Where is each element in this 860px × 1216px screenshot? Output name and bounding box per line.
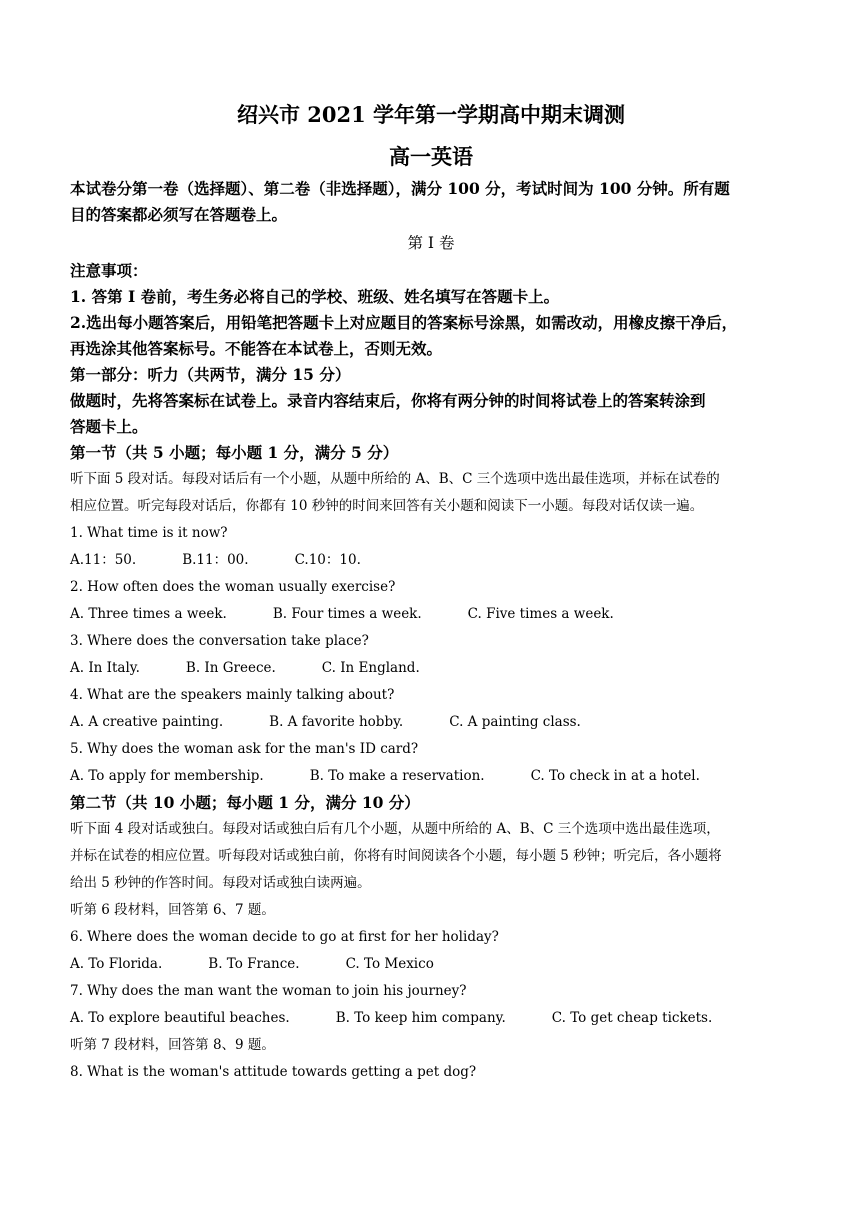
- option-b: B.11：00.: [182, 552, 249, 568]
- option-a: A. In Italy.: [70, 660, 140, 676]
- section2-instruction-line-1: 听下面 4 段对话或独白。每段对话或独白后有几个小题，从题中所给的 A、B、C 三个选项中选出最佳选项，: [70, 821, 720, 837]
- question-6: 6. Where does the woman decide to go at first for her holiday?: [70, 929, 499, 945]
- exam-title: 绍兴市 2021 学年第一学期高中期末调测: [236, 102, 626, 127]
- option-c: C. To get cheap tickets.: [551, 1010, 713, 1026]
- option-c: C. In England.: [321, 660, 420, 676]
- question-1-options: [70, 547, 792, 574]
- question-2: 2. How often does the woman usually exercise?: [70, 579, 396, 595]
- option-b: B. To make a reservation.: [309, 768, 485, 784]
- option-b: B. A favorite hobby.: [269, 714, 404, 730]
- notes-heading: 注意事项：: [70, 261, 148, 280]
- section1-instruction-line-2: 相应位置。听完每段对话后，你都有 10 秒钟的时间来回答有关小题和阅读下一小题。每段对话仅读一遍。: [70, 498, 704, 514]
- option-a: A. To apply for membership.: [70, 768, 264, 784]
- option-a: A. A creative painting.: [70, 714, 224, 730]
- question-3-options: [70, 655, 792, 682]
- option-a: A.11：50.: [70, 552, 137, 568]
- material-7-note: 听第 7 段材料，回答第 8、9 题。: [70, 1037, 275, 1053]
- option-b: B. To France.: [208, 956, 300, 972]
- question-4: 4. What are the speakers mainly talking about?: [70, 687, 395, 703]
- question-5-options: [70, 763, 792, 790]
- part1-heading: 第一部分：听力（共两节，满分 15 分）: [70, 365, 351, 384]
- question-6-options: [70, 951, 792, 978]
- intro-line-1: 本试卷分第一卷（选择题）、第二卷（非选择题），满分 100 分，考试时间为 100 分钟。所有题: [70, 179, 730, 198]
- question-5: 5. Why does the woman ask for the man's ID card?: [70, 741, 419, 757]
- question-7: 7. Why does the man want the woman to join his journey?: [70, 983, 467, 999]
- option-c: C. To check in at a hotel.: [530, 768, 700, 784]
- option-b: B. To keep him company.: [335, 1010, 506, 1026]
- question-2-options: [70, 601, 792, 628]
- option-c: C. To Mexico: [345, 956, 434, 972]
- exam-subtitle: 高一英语: [389, 144, 473, 169]
- part1-instruction-line-2: 答题卡上。: [70, 417, 148, 436]
- section2-heading: 第二节（共 10 小题；每小题 1 分，满分 10 分）: [70, 793, 420, 812]
- exam-page: [70, 100, 792, 1086]
- question-8: 8. What is the woman's attitude towards getting a pet dog?: [70, 1064, 477, 1080]
- notes-item-2-line-1: 2.选出每小题答案后，用铅笔把答题卡上对应题目的答案标号涂黑，如需改动，用橡皮擦干净后，: [70, 313, 738, 332]
- part1-instruction-line-1: 做题时，先将答案标在试卷上。录音内容结束后，你将有两分钟的时间将试卷上的答案转涂到: [70, 391, 706, 410]
- question-4-options: [70, 709, 792, 736]
- option-b: B. Four times a week.: [272, 606, 422, 622]
- material-6-note: 听第 6 段材料，回答第 6、7 题。: [70, 902, 275, 918]
- option-a: A. Three times a week.: [70, 606, 227, 622]
- question-3: 3. Where does the conversation take place?: [70, 633, 369, 649]
- option-a: A. To Florida.: [70, 956, 163, 972]
- intro-line-2: 目的答案都必须写在答题卷上。: [70, 205, 288, 224]
- option-a: A. To explore beautiful beaches.: [70, 1010, 290, 1026]
- notes-item-1: 1. 答第 Ⅰ 卷前，考生务必将自己的学校、班级、姓名填写在答题卡上。: [70, 287, 560, 306]
- option-b: B. In Greece.: [185, 660, 276, 676]
- volume-label: 第 Ⅰ 卷: [407, 234, 455, 252]
- option-c: C. Five times a week.: [467, 606, 614, 622]
- section2-instruction-line-2: 并标在试卷的相应位置。听每段对话或独白前，你将有时间阅读各个小题，每小题 5 秒钟；听完后，各小题将: [70, 848, 722, 864]
- section1-instruction-line-1: 听下面 5 段对话。每段对话后有一个小题，从题中所给的 A、B、C 三个选项中选出最佳选项，并标在试卷的: [70, 471, 720, 487]
- section2-instruction-line-3: 给出 5 秒钟的作答时间。每段对话或独白读两遍。: [70, 875, 371, 891]
- notes-item-2-line-2: 再选涂其他答案标号。不能答在本试卷上，否则无效。: [70, 339, 443, 358]
- question-7-options: [70, 1005, 792, 1032]
- option-c: C. A painting class.: [449, 714, 581, 730]
- section1-heading: 第一节（共 5 小题；每小题 1 分，满分 5 分）: [70, 443, 399, 462]
- option-c: C.10：10.: [294, 552, 361, 568]
- question-1: 1. What time is it now?: [70, 525, 228, 541]
